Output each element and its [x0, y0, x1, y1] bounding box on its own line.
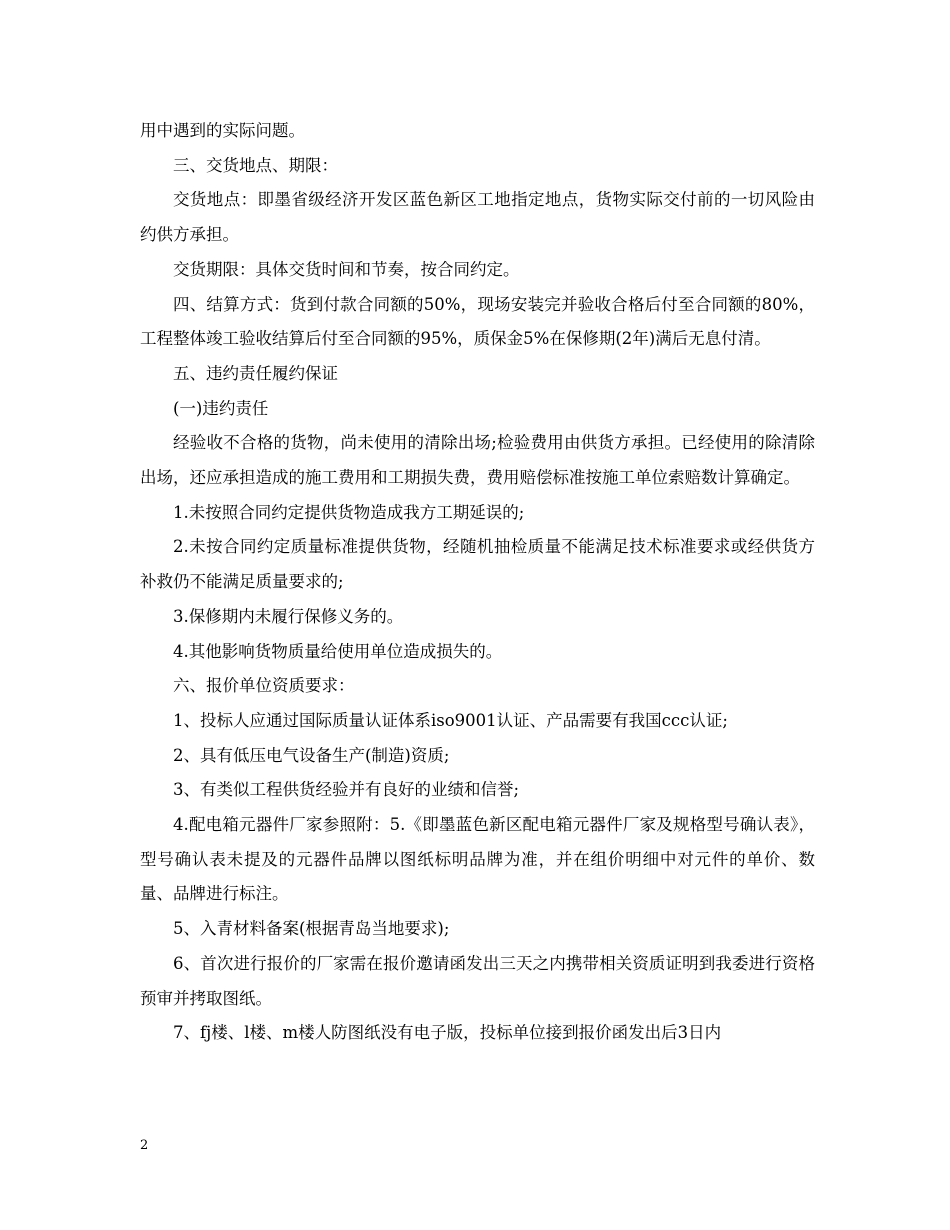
- list-item: 1、投标人应通过国际质量认证体系iso9001认证、产品需要有我国ccc认证;: [173, 710, 728, 730]
- paragraph: 四、结算方式：货到付款合同额的50%，现场安装完并验收合格后付至合同额的80%，工程整体竣工验收结算后付至合同额的95%，质保金5%在保修期(2年)满后无息付清。: [140, 294, 815, 349]
- list-item: 3、有类似工程供货经验并有良好的业绩和信誉;: [173, 780, 520, 800]
- section-heading: 六、报价单位资质要求：: [173, 676, 355, 696]
- subsection-heading: (一)违约责任: [173, 398, 269, 418]
- list-item: 7、fj楼、l楼、m楼人防图纸没有电子版，投标单位接到报价函发出后3日内: [173, 1023, 722, 1043]
- paragraph: 经验收不合格的货物，尚未使用的清除出场;检验费用由供货方承担。已经使用的除清除出场，还应承担造成的施工费用和工期损失费，费用赔偿标准按施工单位索赔数计算确定。: [140, 433, 815, 488]
- list-item: 3.保修期内未履行保修义务的。: [173, 606, 404, 626]
- section-heading: 三、交货地点、期限：: [173, 155, 338, 175]
- list-item: 5、入青材料备案(根据青岛当地要求);: [173, 919, 450, 939]
- document-body: [140, 114, 815, 1051]
- list-item: 1.未按照合同约定提供货物造成我方工期延误的;: [173, 502, 525, 522]
- section-heading: 五、违约责任履约保证: [173, 363, 338, 383]
- list-item: 4.配电箱元器件厂家参照附：5.《即墨蓝色新区配电箱元器件厂家及规格型号确认表》，型号确认表未提及的元器件品牌以图纸标明品牌为准，并在组价明细中对元件的单价、数量、品牌进行标注。: [140, 815, 815, 904]
- list-item: 6、首次进行报价的厂家需在报价邀请函发出三天之内携带相关资质证明到我委进行资格预审并拷取图纸。: [140, 953, 815, 1008]
- paragraph: 交货地点：即墨省级经济开发区蓝色新区工地指定地点，货物实际交付前的一切风险由约供方承担。: [140, 190, 815, 245]
- list-item: 2、具有低压电气设备生产(制造)资质;: [173, 745, 450, 765]
- paragraph: 用中遇到的实际问题。: [140, 121, 305, 140]
- list-item: 4.其他影响货物质量给使用单位造成损失的。: [173, 641, 503, 661]
- list-item: 2.未按合同约定质量标准提供货物，经随机抽检质量不能满足技术标准要求或经供货方补救仍不能满足质量要求的;: [140, 537, 815, 592]
- page-number: 2: [140, 1138, 149, 1153]
- paragraph: 交货期限：具体交货时间和节奏，按合同约定。: [173, 259, 520, 279]
